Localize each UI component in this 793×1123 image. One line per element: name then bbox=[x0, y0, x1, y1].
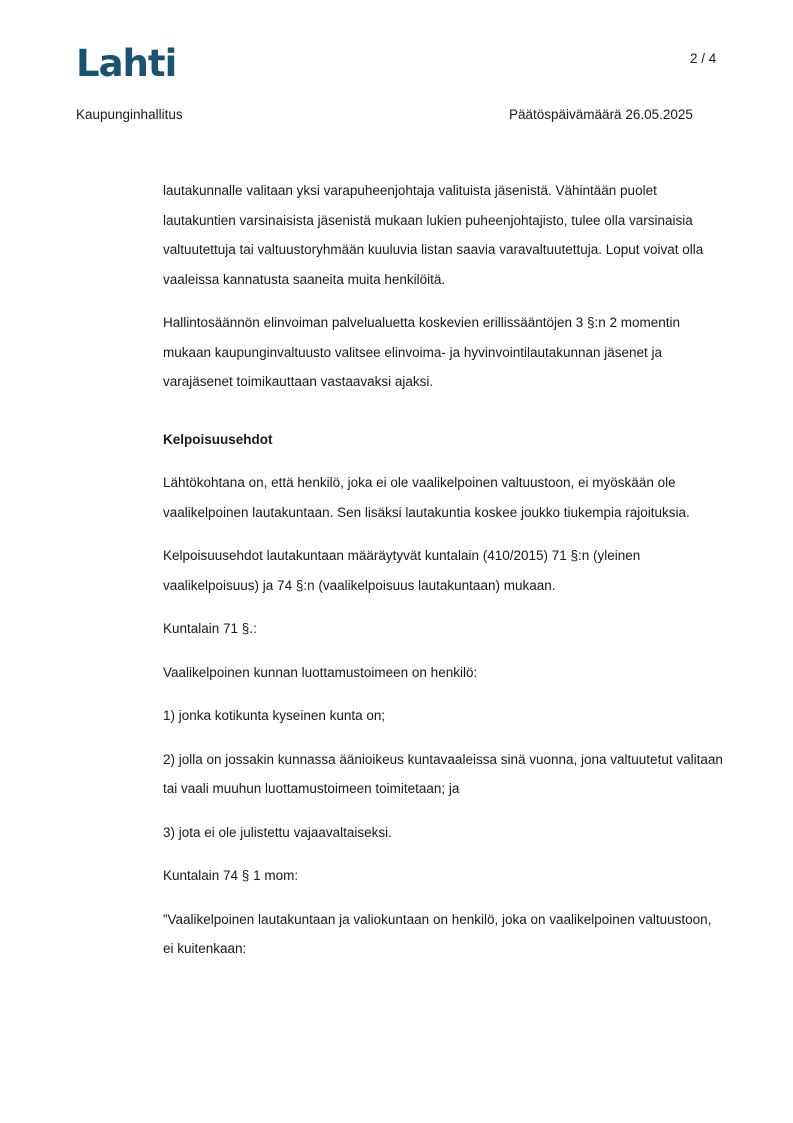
paragraph: Kelpoisuusehdot lautakuntaan määräytyvät kuntalain (410/2015) 71 §:n (yleinen vaalikelpoisuus) ja 74 §:n (vaalikelpoisuus lautakuntaan) mukaan. bbox=[163, 548, 641, 593]
paragraph: lautakunnalle valitaan yksi varapuheenjohtaja valituista jäsenistä. Vähintään puolet lautakuntien varsinaisista jäsenistä mukaan lukien puheenjohtajisto, tulee olla varsinaisia valtuutettuja tai valtuustoryhmään kuuluvia listan saavia varavaltuutettuja. Loput voivat olla vaaleissa kannatusta saaneita muita henkilöitä. bbox=[163, 183, 704, 287]
paragraph: Kuntalain 74 § 1 mom: bbox=[163, 868, 299, 883]
page-number: 2 / 4 bbox=[690, 51, 717, 66]
paragraph: Hallintosäännön elinvoiman palvelualuetta koskevien erillissääntöjen 3 §:n 2 momentin mukaan kaupunginvaltuusto valitsee elinvoima- ja hyvinvointilautakunnan jäsenet ja varajäsenet toimikauttaan vastaavaksi ajaksi. bbox=[163, 315, 681, 389]
list-item: 1) jonka kotikunta kyseinen kunta on; bbox=[163, 708, 386, 723]
paragraph: Kuntalain 71 §.: bbox=[163, 621, 257, 636]
organization-name: Kaupunginhallitus bbox=[76, 107, 183, 122]
list-item: 3) jota ei ole julistettu vajaavaltaiseksi. bbox=[163, 824, 392, 840]
decision-date: Päätöspäivämäärä 26.05.2025 bbox=[509, 107, 693, 122]
section-heading: Kelpoisuusehdot bbox=[163, 431, 273, 447]
lahti-logo bbox=[76, 42, 177, 85]
list-item: 2) jolla on jossakin kunnassa äänioikeus kuntavaaleissa sinä vuonna, jona valtuutetut valitaan tai vaali muuhun luottamustoimeen toimitetaan; ja bbox=[163, 751, 723, 796]
logo-text: Lahti bbox=[76, 42, 177, 85]
paragraph: ”Vaalikelpoinen lautakuntaan ja valiokuntaan on henkilö, joka on vaalikelpoinen valtuustoon, ei kuitenkaan: bbox=[163, 911, 712, 956]
document-body bbox=[163, 176, 723, 978]
paragraph: Lähtökohtana on, että henkilö, joka ei ole vaalikelpoinen valtuustoon, ei myöskään ole vaalikelpoinen lautakuntaan. Sen lisäksi lautakuntia koskee joukko tiukempia rajoituksia. bbox=[163, 475, 690, 520]
paragraph: Vaalikelpoinen kunnan luottamustoimeen on henkilö: bbox=[163, 664, 478, 680]
